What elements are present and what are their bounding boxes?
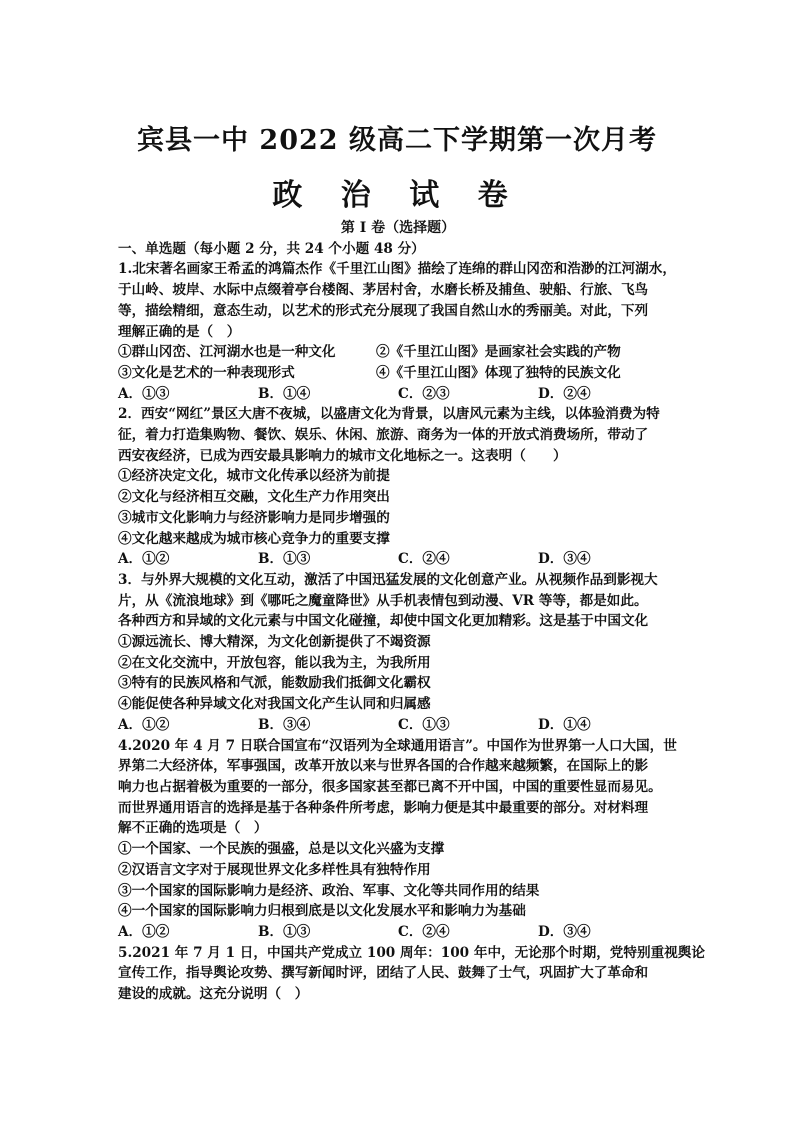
statement: ①一个国家、一个民族的强盛，总是以文化兴盛为支撑 bbox=[118, 841, 445, 858]
statement: ④能促使各种异域文化对我国文化产生认同和归属感 bbox=[118, 696, 431, 713]
option-a: A．①② bbox=[118, 551, 170, 568]
section-instruction: 一、单选题（每小题 2 分，共 24 个小题 48 分） bbox=[118, 240, 425, 257]
statement: ③特有的民族风格和气派，能数励我们抵御文化霸权 bbox=[118, 675, 431, 692]
question-stem-line: 于山岭、坡岸、水际中点缀着亭台楼阁、茅居村舍，水磨长桥及捕鱼、驶船、行旅、飞鸟 bbox=[118, 282, 649, 299]
option-b: B．③④ bbox=[258, 716, 311, 733]
option-b: B．①③ bbox=[258, 923, 311, 940]
statement: ④一个国家的国际影响力归根到底是以文化发展水平和影响力为基础 bbox=[118, 903, 526, 920]
answer-options bbox=[118, 715, 678, 736]
answer-options bbox=[118, 922, 678, 943]
option-b: B．①④ bbox=[258, 385, 311, 402]
option-d: D．③④ bbox=[538, 923, 591, 940]
option-a: A．①② bbox=[118, 716, 170, 733]
subject-title: 政 治 试 卷 bbox=[272, 178, 522, 213]
option-a: A．①② bbox=[118, 923, 170, 940]
answer-options bbox=[118, 549, 678, 570]
question-3 bbox=[118, 570, 678, 736]
statement: ④《千里江山图》体现了独特的民族文化 bbox=[376, 364, 621, 381]
question-4 bbox=[118, 736, 678, 943]
statement: ①群山冈峦、江河湖水也是一种文化 bbox=[118, 344, 336, 361]
question-stem-line: 响力也占据着极为重要的一部分，很多国家甚至都已离不开中国，中国的重要性显而易见。 bbox=[118, 778, 662, 795]
statement-row bbox=[118, 363, 678, 384]
question-stem-line: 等，描绘精细，意态生动，以艺术的形式充分展现了我国自然山水的秀丽美。对此，下列 bbox=[118, 302, 649, 319]
question-2 bbox=[118, 404, 678, 570]
statement: ①源远流长、博大精深，为文化创新提供了不竭资源 bbox=[118, 634, 431, 651]
statement: ④文化越来越成为城市核心竞争力的重要支撑 bbox=[118, 530, 390, 547]
statement: ②文化与经济相互交融，文化生产力作用突出 bbox=[118, 489, 390, 506]
option-a: A．①③ bbox=[118, 385, 170, 402]
statement: ②《千里江山图》是画家社会实践的产物 bbox=[376, 344, 621, 361]
question-1 bbox=[118, 259, 678, 404]
option-c: C．②③ bbox=[398, 385, 450, 402]
question-stem-line: 5.2021 年 7 月 1 日，中国共产党成立 100 周年：100 年中，无论那个时期，党特别重视舆论 bbox=[118, 944, 705, 961]
question-stem-line: 1.北宋著名画家王希孟的鸿篇杰作《千里江山图》描绘了连绵的群山冈峦和浩渺的江河湖水， bbox=[118, 261, 676, 278]
question-stem-line: 宣传工作，指导舆论攻势、撰写新闻时评，团结了人民、鼓舞了士气，巩固扩大了革命和 bbox=[118, 965, 649, 982]
question-stem-line: 建设的成就。这充分说明（ ） bbox=[118, 986, 309, 1003]
exam-content bbox=[118, 218, 705, 1005]
question-stem-line: 2．西安“网红”景区大唐不夜城，以盛唐文化为背景，以唐风元素为主线，以体验消费为特 bbox=[118, 406, 660, 423]
question-stem-line: 片，从《流浪地球》到《哪吒之魔童降世》从手机表情包到动漫、VR 等等，都是如此。 bbox=[118, 592, 648, 609]
statement: ②汉语言文字对于展现世界文化多样性具有独特作用 bbox=[118, 861, 431, 878]
statement: ③文化是艺术的一种表现形式 bbox=[118, 364, 295, 381]
question-stem-line: 而世界通用语言的选择是基于各种条件所考虑，影响力便是其中最重要的部分。对材料理 bbox=[118, 799, 649, 816]
question-stem-line: 4.2020 年 4 月 7 日联合国宣布“汉语列为全球通用语言”。中国作为世界第一人口大国，世 bbox=[118, 737, 677, 754]
statement: ③一个国家的国际影响力是经济、政治、军事、文化等共同作用的结果 bbox=[118, 882, 540, 899]
question-stem-line: 解不正确的选项是（ ） bbox=[118, 820, 268, 837]
question-5 bbox=[118, 943, 705, 1005]
option-d: D．②④ bbox=[538, 385, 591, 402]
section-title: 第 I 卷（选择题） bbox=[340, 220, 456, 236]
question-stem-line: 理解正确的是（ ） bbox=[118, 323, 241, 340]
option-b: B．①③ bbox=[258, 551, 311, 568]
question-stem-line: 西安夜经济，已成为西安最具影响力的城市文化地标之一。这表明（ ） bbox=[118, 447, 567, 464]
option-c: C．②④ bbox=[398, 923, 450, 940]
statement: ②在文化交流中，开放包容，能以我为主，为我所用 bbox=[118, 654, 431, 671]
option-d: D．③④ bbox=[538, 551, 591, 568]
question-stem-line: 征，着力打造集购物、餐饮、娱乐、休闲、旅游、商务为一体的开放式消费场所，带动了 bbox=[118, 427, 649, 444]
option-d: D．①④ bbox=[538, 716, 591, 733]
statement-row bbox=[118, 342, 678, 363]
question-stem-line: 界第二大经济体，军事强国，改革开放以来与世界各国的合作越来越频繁，在国际上的影 bbox=[118, 758, 649, 775]
option-c: C．①③ bbox=[398, 716, 450, 733]
statement: ①经济决定文化，城市文化传承以经济为前提 bbox=[118, 468, 390, 485]
answer-options bbox=[118, 384, 678, 405]
statement: ③城市文化影响力与经济影响力是同步增强的 bbox=[118, 509, 390, 526]
question-stem-line: 各种西方和异域的文化元素与中国文化碰撞，却使中国文化更加精彩。这是基于中国文化 bbox=[118, 613, 649, 630]
question-stem-line: 3．与外界大规模的文化互动，激活了中国迅猛发展的文化创意产业。从视频作品到影视大 bbox=[118, 571, 658, 588]
school-exam-title: 宾县一中 2022 级高二下学期第一次月考 bbox=[137, 125, 657, 156]
option-c: C．②④ bbox=[398, 551, 450, 568]
